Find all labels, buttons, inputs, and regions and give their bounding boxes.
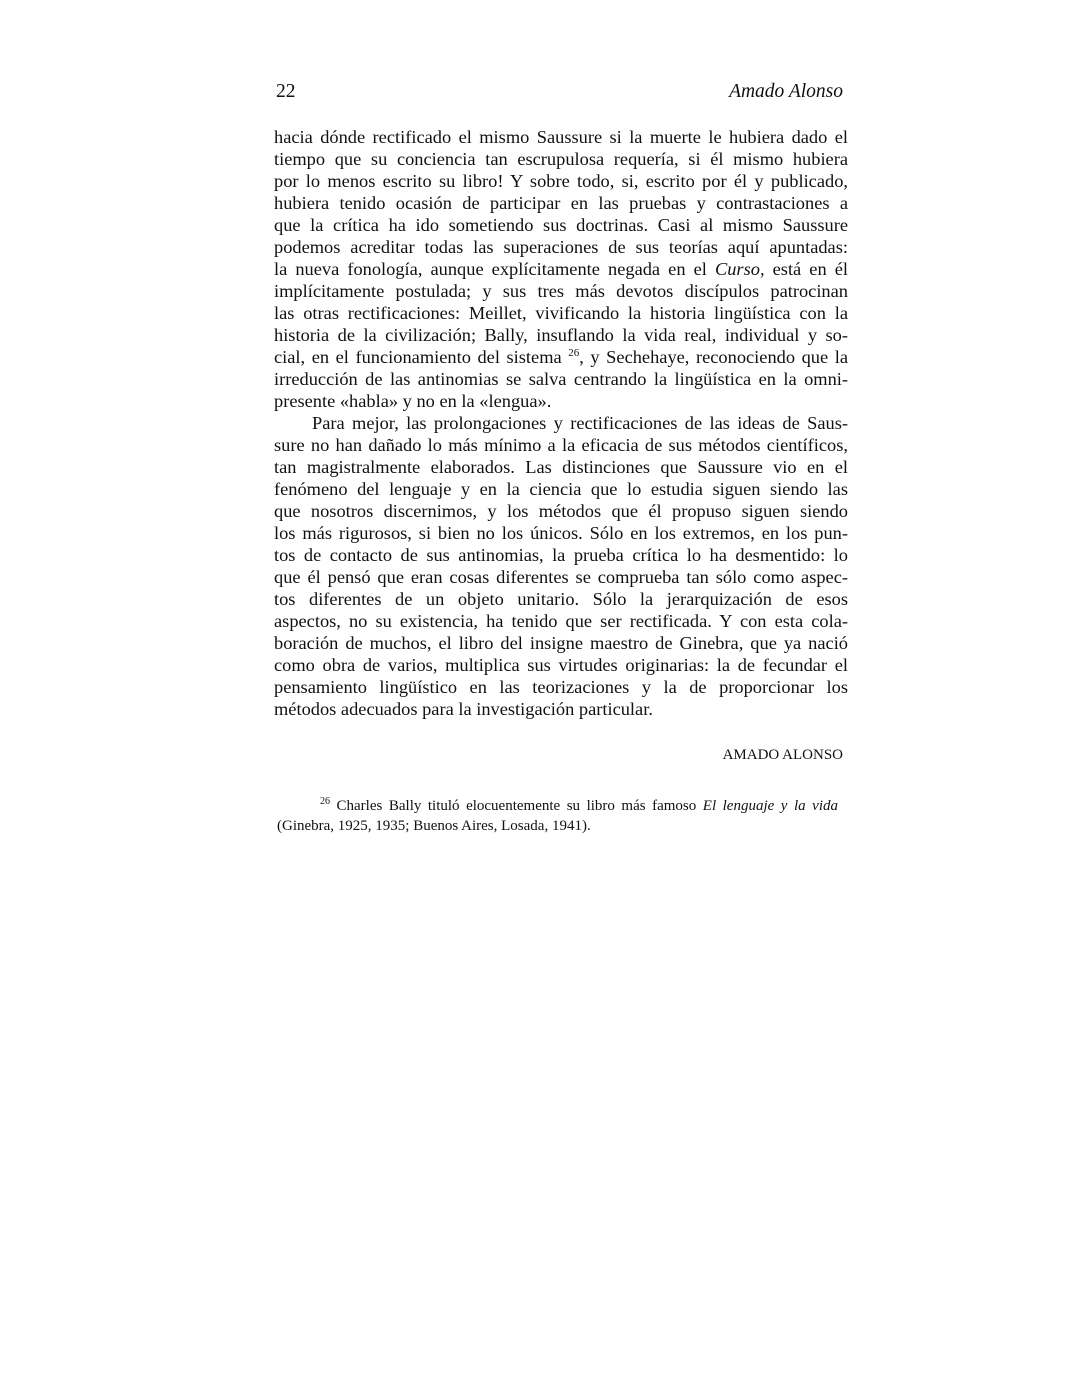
text-line: fenómeno del lenguaje y en la ciencia que lo estudia siguen siendo las [274,479,848,499]
text-line: Para mejor, las prolongaciones y rectificaciones de las ideas de Saus- [312,413,848,433]
text-line: historia de la civilización; Bally, insuflando la vida real, individual y so- [274,325,848,345]
text-line: podemos acreditar todas las superaciones de sus teorías aquí apuntadas: [274,237,848,257]
book-title-curso: Curso, [714,259,765,279]
footnote-reference[interactable]: 26 [568,347,580,359]
text-line: que la crítica ha ido sometiendo sus doctrinas. Casi al mismo Saussure [274,215,848,235]
footnote-26 [277,796,838,816]
text-line [274,258,848,280]
text-line: presente «habla» y no en la «lengua». [274,391,552,411]
text-line: que nosotros discernimos, y los métodos que él propuso siguen siendo [274,501,848,521]
text-line: métodos adecuados para la investigación particular. [274,699,653,719]
body-text [274,126,848,720]
text-segment: cial, en el funcionamiento del sistema [274,347,569,367]
text-line: tos diferentes de un objeto unitario. Sólo la jerarquización de esos [274,589,848,609]
text-line: irreducción de las antinomias se salva centrando la lingüística en la omni- [274,369,848,389]
text-line: pensamiento lingüístico en las teorizaciones y la de proporcionar los [274,677,848,697]
text-line: tiempo que su conciencia tan escrupulosa requería, si él mismo hubiera [274,149,848,169]
author-signature: AMADO ALONSO [722,747,843,763]
text-line [274,346,848,368]
text-line: implícitamente postulada; y sus tres más devotos discípulos patrocinan [274,281,848,301]
text-line: aspectos, no su existencia, ha tenido que ser rectificada. Y con esta cola- [274,611,848,631]
footnote-continuation: (Ginebra, 1925, 1935; Buenos Aires, Losada, 1941). [277,818,591,834]
text-line: las otras rectificaciones: Meillet, vivificando la historia lingüística con la [274,303,848,323]
text-line: por lo menos escrito su libro! Y sobre todo, si, escrito por él y publicado, [274,171,848,191]
footnote-text: Charles Bally tituló elocuentemente su libro más famoso [330,798,703,814]
text-segment: la nueva fonología, aunque explícitamente negada en el [274,259,715,279]
text-line: tos de contacto de sus antinomias, la prueba crítica lo ha desmentido: lo [274,545,848,565]
text-line: sure no han dañado lo más mínimo a la eficacia de sus métodos científicos, [274,435,848,455]
footnote-number: 26 [320,796,330,807]
page-number: 22 [276,81,296,102]
paragraph-2 [274,412,848,720]
text-segment: está en él [764,259,848,279]
text-line: hacia dónde rectificado el mismo Saussure si la muerte le hubiera dado el [274,127,848,147]
text-line: que él pensó que eran cosas diferentes se comprueba tan sólo como aspec- [274,567,848,587]
paragraph-1 [274,126,848,412]
text-segment: , y Sechehaye, reconociendo que la [579,347,848,367]
book-title: El lenguaje y la vida [702,798,838,814]
text-line: los más rigurosos, si bien no los únicos. Sólo en los extremos, en los pun- [274,523,848,543]
text-line: hubiera tenido ocasión de participar en las pruebas y contrastaciones a [274,193,848,213]
text-line: boración de muchos, el libro del insigne maestro de Ginebra, que ya nació [274,633,848,653]
text-line: tan magistralmente elaborados. Las distinciones que Saussure vio en el [274,457,848,477]
text-line: como obra de varios, multiplica sus virtudes originarias: la de fecundar el [274,655,848,675]
running-head: Amado Alonso [729,81,843,102]
